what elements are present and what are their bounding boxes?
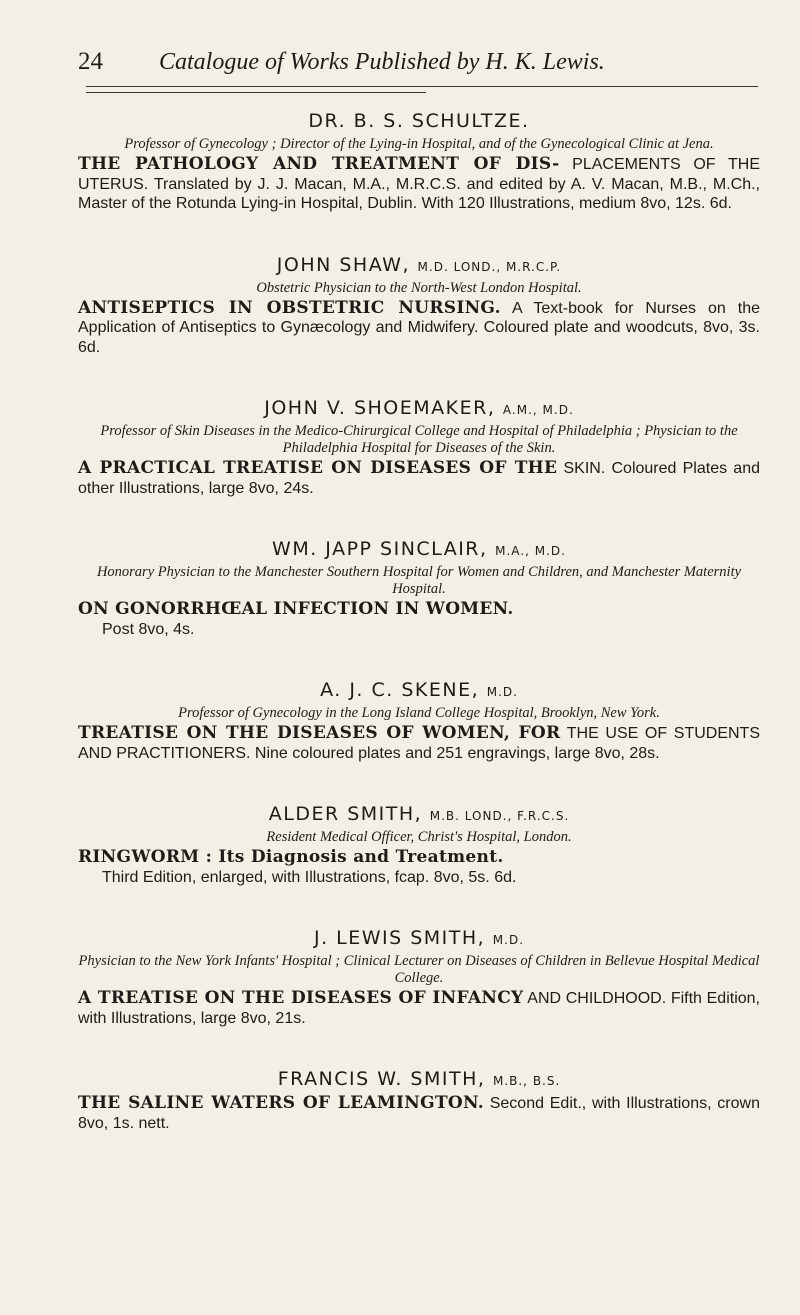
author-name: WM. JAPP SINCLAIR, M.A., M.D. [272, 538, 566, 560]
work-details: Second Edit., with Illustrations, crown 8vo, 1s. nett. [78, 1095, 760, 1132]
work-title: TREATISE ON THE DISEASES OF WOMEN, FOR [78, 723, 561, 743]
author-name: J. LEWIS SMITH, M.D. [313, 927, 525, 949]
page-header [78, 48, 758, 76]
author-position: Professor of Gynecology ; Director of the Lying-in Hospital, and of the Gynecological Clinic at Jena. [124, 136, 714, 152]
entry-description [78, 1094, 760, 1133]
header-rule-thin [86, 92, 426, 93]
catalogue-entry [78, 110, 760, 214]
work-title: A PRACTICAL TREATISE ON DISEASES OF THE [78, 458, 558, 478]
author-position: Physician to the New York Infants' Hospital ; Clinical Lecturer on Diseases of Children in Bellevue Hospital Medical College. [78, 953, 760, 986]
catalogue-entry [78, 803, 760, 887]
work-details: AND CHILDHOOD. Fifth Edition, with Illustrations, large 8vo, 21s. [78, 990, 760, 1027]
entry-description [78, 299, 760, 358]
catalogue-entry [78, 1068, 760, 1133]
catalogue-entry [78, 254, 760, 358]
work-title: ON GONORRHŒAL INFECTION IN WOMEN. [78, 599, 514, 619]
work-title: THE SALINE WATERS OF LEAMINGTON. [78, 1093, 484, 1113]
entry-description [78, 459, 760, 498]
author-name: DR. B. S. SCHULTZE. [308, 110, 530, 132]
catalogue-entries [78, 110, 760, 1173]
author-position: Professor of Skin Diseases in the Medico-Chirurgical College and Hospital of Philadelphia ; Physician to the Philadelphia Hospital for Diseases of the Skin. [100, 423, 738, 456]
author-name: JOHN SHAW, M.D. LOND., M.R.C.P. [276, 253, 562, 276]
work-title: RINGWORM : Its Diagnosis and Treatment. [78, 847, 504, 867]
entry-description [78, 724, 760, 763]
work-details: PLACEMENTS OF THE UTERUS. Translated by J. J. Macan, M.A., M.R.C.S. and edited by A. V. Macan, M.B., M.Ch., Master of the Rotunda Lying-in Hospital, Dublin. With 120 Illustrations, medium 8vo, 12s. 6d. [78, 156, 760, 212]
work-details: Post 8vo, 4s. [102, 620, 195, 638]
work-title: A TREATISE ON THE DISEASES OF INFANCY [78, 988, 524, 1008]
page-number: 24 [78, 48, 103, 75]
author-name: ALDER SMITH, M.B. LOND., F.R.C.S. [268, 803, 570, 825]
author-name: FRANCIS W. SMITH, M.B., B.S. [277, 1068, 561, 1090]
author-position: Honorary Physician to the Manchester Southern Hospital for Women and Children, and Manchester Maternity Hospital. [96, 564, 742, 597]
work-details: THE USE OF STUDENTS AND PRACTITIONERS. Nine coloured plates and 251 engravings, large 8vo, 28s. [78, 725, 760, 762]
author-position: Obstetric Physician to the North-West London Hospital. [256, 279, 582, 296]
work-details: SKIN. Coloured Plates and other Illustrations, large 8vo, 24s. [78, 460, 760, 497]
catalogue-entry [78, 538, 760, 639]
author-name: A. J. C. SKENE, M.D. [320, 679, 518, 701]
author-name: JOHN V. SHOEMAKER, A.M., M.D. [264, 397, 574, 419]
catalogue-entry [78, 927, 760, 1028]
work-details: Third Edition, enlarged, with Illustrations, fcap. 8vo, 5s. 6d. [102, 868, 517, 886]
work-title: ANTISEPTICS IN OBSTETRIC NURSING. [78, 297, 501, 318]
entry-description [78, 989, 760, 1028]
catalogue-entry [78, 679, 760, 763]
entry-description [78, 155, 760, 214]
work-details: A Text-book for Nurses on the Application of Antiseptics to Gynæcology and Midwifery. Coloured plate and woodcuts, 8vo, 3s. 6d. [78, 299, 761, 356]
entry-description [78, 848, 760, 887]
entry-description [78, 600, 760, 639]
running-title: Catalogue of Works Published by H. K. Lewis. [159, 49, 605, 75]
author-position: Resident Medical Officer, Christ's Hospital, London. [266, 829, 572, 845]
catalogue-entry [78, 397, 760, 498]
author-position: Professor of Gynecology in the Long Island College Hospital, Brooklyn, New York. [178, 705, 660, 721]
work-title: THE PATHOLOGY AND TREATMENT OF DIS- [78, 154, 560, 174]
header-rule [86, 86, 758, 87]
